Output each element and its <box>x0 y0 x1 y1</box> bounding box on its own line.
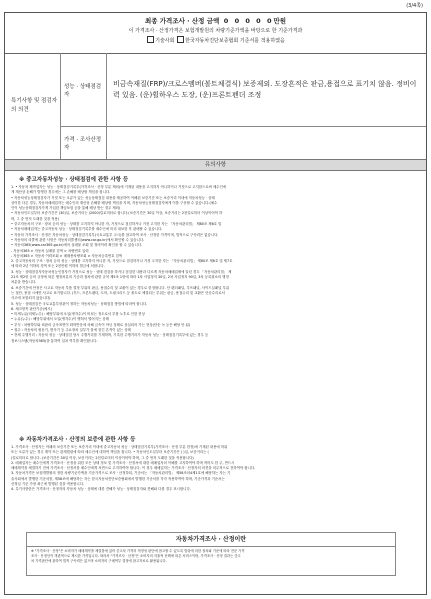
notice-line: 며, 그 중 먼저 도래한 것을 적용) <box>11 216 60 221</box>
definition-line: 조사 · 산정인이 객관적으로 제시한 가격입니다. 따라서 "가격조사 · 산정"은 소비자의 자율적 선택에 따른 서비스이며, 가격조사 · 산정 결과는 중고 <box>31 554 241 558</box>
notice-line: • 누유(누수) : 해당부위에서 오일(냉각수)이 맺혀서 떨어지는 상태 <box>11 317 109 322</box>
appraisal-notice-title: ※ 자동차가격조사 · 산정의 보증에 관한 사항 등 <box>19 437 136 443</box>
final-price-title <box>5 16 426 25</box>
inspection-notice-list <box>11 185 421 344</box>
notice-line: 사고에 포함되지 않습니다) <box>11 296 51 301</box>
notice-line: 3. 자동차가격은 보험개발원의 정한 차량기준가액을 기준가격으로 조사 · 산정하되, 기준서는 「자동차관리법」 제58조의4제1호에 해당하는 자는 기 <box>11 471 231 476</box>
notice-line: 6. 체크항목 판단기준(예시) <box>11 306 52 311</box>
notice-line: • 자동차의 리콜에 관한 사항은 자동차리콜센터(www.car.go.kr)에서 확인할 수 있습니다. <box>11 237 145 242</box>
appraiser-label: 가격 · 조사산정자 <box>61 127 107 159</box>
amount-digits: 0 0 0 0 0 <box>223 17 274 25</box>
notice-line: 1. • 자동차 제작업자는 성능 · 상태점검기록부(가격조사 · 산정 부분 제외)에 기재된 내용을 고지하지 아니하거나 거짓으로 고지함으로써 매수인에 <box>11 185 227 189</box>
notice-line: • 자동차매매업자는 중고자동차 성능 · 상태점검기록부를 매수인에 미리 내보한 후 판매할 수 있습니다. <box>11 227 163 232</box>
notice-line: 1. 가격조사 · 산정자는 아래의 보증기간 또는 보증거리 이내에 중고자동차 성능 · 상태점검기록부(가격조사 · 산정 부분 한정)에 기재된 내용에 허위 <box>11 445 228 449</box>
notice-line: - 자동차365 > 자동차 이력조회 > 매매용차량조회 > 자동차등록번호 검색 <box>11 253 123 258</box>
notice-line: • 중고자동차의 구조 · 장치 등의 성능 · 상태를 고지하지 아니한 자, 거짓으로 점검하거나 거짓 고지한 자는 「자동차관리법」 제80조 제6호 및 <box>11 222 222 227</box>
notice-line: )킬로미터로 합니다. (보증기간은 30일 이상, 보증거리는 2천킬로미터 이상이어야 하며, 그 중 먼저 도래한 것을 적용합니다) <box>11 455 194 460</box>
notice-line: 21조 제2항 등의 규정에 따른 행정처분의 기준과 절차에 관한 규칙 제5조 1항에 따라 1차 사업정지 30일, 2차 사업정지 90일, 3차 등록취소의 행정 <box>11 275 229 280</box>
definition-body <box>27 547 395 566</box>
standard-line-tail: 기준서를 적용하였음 <box>239 38 285 44</box>
appraiser-opinion <box>107 127 426 159</box>
inspection-notice-title: ※ 중고자동차성능 · 상태점검에 관한 사항 등 <box>19 177 129 183</box>
notice-line: 인이 성능상태점검자가게 가입한 책임보험 등을 통해 배상 받는 경우 제외) <box>11 206 121 211</box>
inspector-opinion: 비금속재질(FRP)/크로스멤버(볼트체결식) 보증제외. 도장흔적은 판금,용접으로 표기치 않음. 정비이력 있음. (운)휠하우스 도장, (운)프론트펜더 조정 <box>107 53 426 127</box>
checkbox-diagnosis-association[interactable] <box>177 36 184 43</box>
definition-title: 자동차가격조사 · 산정이란 <box>27 533 395 547</box>
notice-line: 게 재산상 손해가 발생한 경우에는 그 손해를 배상할 책임을 집니다. <box>11 190 111 195</box>
appraisal-notice-list <box>11 445 421 493</box>
check-label-1: 기술사회 <box>155 38 175 44</box>
notice-line: • 전체 주행거리 : 자동차 성능 · 상태점검 당시 주행거리를 기재하며, 기록한 주행거리가 자동차 성능 · 상태점검기록부에 있는 경우 등 <box>11 333 209 338</box>
definition-line: 차 가격판단에 관하여 법적 구속력은 없으며 소비자의 구매여부 결정에 참고자료로 활용됩니다. <box>31 559 167 563</box>
notice-line: 상이한 다른 경우, 자동차매매업자는 매수인의 재산상 손해를 배상할 책임을 지며, 자동차성능상태점검자에게 이를 구상할 수 있습니다.(매수 <box>11 200 218 205</box>
notice-line: • 부식 : 차량하부와 외판의 금속표면이 화학반응에 의해 금속이 아닌 상태로 상실되어 가는 현상(단순 녹 등은 해당 안 됨) <box>11 322 191 327</box>
notice-line: - 자동차365 > 자동차 실매물 검색 > 차량번호 입력 <box>11 248 89 253</box>
price-basis-line: 이 가격조사 · 산정가격은 보험개발원의 차량기준가액을 바탕으로 한 기준가격과 <box>128 28 303 34</box>
appraisal-definition-box <box>26 532 396 576</box>
notice-line: 4. 보증기간에 안정은 사고로 자동차 부품 결정 부위의 판금, 용접수리 및 교환이 있는 경우로 한정합니다. 단 펜더패널, 루프패널, 사이드실패널 부위 <box>11 285 229 290</box>
remarks-table <box>5 53 426 159</box>
notice-line: 정보시스템(자동차365)을 통하여 일치 여부를 확인합니다. <box>11 338 98 343</box>
notice-line: 5. 성능 · 상태점검은 국토교통부장관이 정하는 자동차성능 · 상태점검 방법에 따라야 합니다. <box>11 301 148 306</box>
definition-line: ※ "가격조사 · 산정"은 소비자가 매매계약을 체결함에 있어 중고차 가격의 적정성 판단에 참고할 수 있도록 법령에 의한 절차와 기준에 따라 전문 가격 <box>31 549 245 553</box>
notice-line: 처분을 받습니다. <box>11 280 37 285</box>
final-price-label: 최종 가격조사 · 산정 금액 <box>144 17 220 25</box>
standard-line <box>5 36 426 44</box>
notice-line: • 자동차 가격조사 · 산정은 자동차성능 · 상태점검기록부(국토교통부 고시)를 참고하여 조사 · 산정한 가격이며, 법적으로 구속력은 없습니다. <box>11 232 219 237</box>
notice-line: • 자동차인도일부터 보증기간은 (30)일, 보증거리는 (2000)킬로미터로 합니다.(보증기간은 30일 이상, 보증거리는 2천킬로미터 이상이어야 하 <box>11 211 223 216</box>
notice-line: 4. 특기사항란은 가격조사 · 산정자의 자동차 성능 · 상태에 대한 견해가 성능 · 상태점검자와 견해와 다를 경우 표시합니다. <box>11 487 191 492</box>
notice-line: • 자동차성능상태점검자가 거짓 또는 오류가 있는 성능상태점검 내용을 제공하여 이해된 보증기간 또는 보증거리 이내에 자동차성능 · 상태 <box>11 195 215 200</box>
notice-line: 2. 중고자동차의 구조 · 장치 등의 성능 · 상태를 고지하지 아니한 자, 거짓으로 점검하거나 거짓 고지한 자는 「자동차관리법」 제80조 제6호 및 제7호 <box>11 259 233 264</box>
check-label-2: 한국자동차진단보증협회 <box>185 38 239 44</box>
notice-header: 유의사항 <box>5 159 426 171</box>
notice-line: 또는 오류가 있는 경우 계약 또는 관계법령에 따라 매수인에 대하여 책임을 집니다. • 자동차인도일부터 보증기간은 ( )일, 보증거리는 ( <box>11 450 209 455</box>
notice-line: 술사회에서 발행한 기준서를, 제58조에 해당하는 자는 한국자동차진단보증협회에서 발행한 기준서를 각각 적용하여야 하며, 기준가격과 기준서는 <box>11 476 225 481</box>
checkbox-engineers-association[interactable] <box>147 36 154 43</box>
notice-line: • 침수 : 자동차의 원동기, 변속기 등 주요장치 일부가 물에 잠긴 흔적이 있는 상태 <box>11 328 131 333</box>
remarks-section-label: 특기사항 및 점검자의 의견 <box>5 53 61 159</box>
amount-unit: 만원 <box>273 17 287 25</box>
notice-line: 는 절단, 용접 시에만 사고로 표기합니다. (후드, 프론트펜더, 도어, 트렁크리드 등 볼트로 체결되는 부위는 판금, 용접수리 및 교환은 단순수리로서 <box>11 290 225 295</box>
form-frame <box>4 12 427 595</box>
inspector-label: 성능 · 상태점검자 <box>61 53 107 127</box>
notice-line: 3. 성능 · 상태점검자자동차성능인점자가 거짓으로 성능 · 상태 점검을 하거나 점검한 내용과 다르게 자동차매매업체에 알린 경우 「자동차관리법」 제 <box>11 269 232 274</box>
notice-line: • 미세누유(미세누수) : 해당부위에 오일(냉각수)이 비치는 정도로서 부품 노후로 인한 현상 <box>11 312 145 317</box>
page-number: (3/4쪽) <box>406 3 423 9</box>
notice-line: • 자동차365(www.car365.go.kr)에서 실매물 조회 및 정비이력 확인을 할 수 있습니다. <box>11 243 143 248</box>
notice-line: 에 따라 2년 이하의 징역 또는 2천만원 이하의 벌금에 처합니다. <box>11 264 105 269</box>
notice-line: 산정일 기준 가장 최근에 발행된 것을 적용합니다. <box>11 482 85 487</box>
notice-line: 2. 매매업자는 매수인에게 가격조사 · 산정을 위한 모든 상태 정보 및 가격조사 · 산정서에 대한 매매업자의 이해를 고지하여야 하며 적어도 한 주, 반드시 <box>11 460 235 465</box>
price-header <box>5 13 426 54</box>
notice-line: 매매계약을 체결하기 전에 가격조사 · 산정서를 매수인에게 서면으로 고지하여야 합니다. 이 경우 매매업자는 가격조사 · 산정자의 의견을 의무적으로 전하여야 합니다. <box>11 466 256 471</box>
